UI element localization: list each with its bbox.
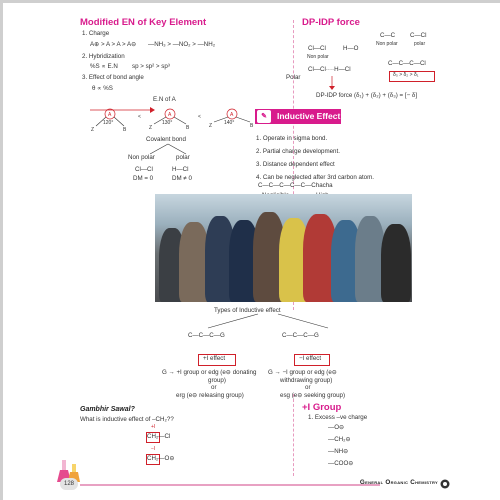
charge-groups: —NH₃ > —NO₂ > —NH₂ — [148, 41, 216, 48]
dm-nonzero: DM ≠ 0 — [172, 175, 192, 182]
ch2-o: CH₂—O⊖ — [147, 455, 175, 462]
bond-angle-relation: θ ∝ %S — [92, 85, 113, 92]
cl-cl-bond: Cl—Cl — [135, 166, 153, 173]
en-of-a-label: E.N of A — [153, 96, 176, 103]
gambhir-sawal-heading: Gambhir Sawal? — [80, 406, 135, 413]
inductive-point-4: 4. Can be neglected after 3rd carbon atom. — [256, 174, 374, 181]
dp-cl-cl: Cl—Cl — [308, 45, 326, 52]
svg-text:A: A — [108, 112, 112, 118]
dm-zero: DM = 0 — [133, 175, 154, 182]
types-branch-arrows — [188, 312, 348, 332]
c-cl-bond: C—Cl — [410, 32, 427, 39]
dp-idp-heading: DP-IDP force — [302, 17, 360, 28]
chacha-chain: C—C—C—C—C—Chacha — [258, 182, 333, 189]
minus-i-desc-2: withdrawing group) — [280, 377, 333, 384]
plus-i-label: +I effect — [203, 355, 226, 362]
minus-i-desc-3: esg (e⊖ seeking group) — [280, 392, 346, 399]
minus-i-label: −I effect — [299, 355, 322, 362]
nonpolar-label: Non polar — [128, 154, 155, 161]
inductive-point-3: 3. Distance dependent effect — [256, 161, 335, 168]
c-c-nonpolar: Non polar — [376, 41, 398, 47]
book-icon: ✎ — [257, 110, 271, 123]
gambhir-question: What is inductive effect of –CH₂?? — [80, 416, 174, 423]
inductive-effect-badge — [255, 109, 341, 124]
dp-idp-force-label: DP-IDP force — [316, 92, 353, 99]
item-hybridization: 2. Hybridization — [82, 53, 125, 60]
item-bond-angle: 3. Effect of bond angle — [82, 74, 144, 81]
group-ch2: —CH₂⊖ — [328, 436, 351, 443]
inductive-effect-title: Inductive Effect — [277, 111, 341, 121]
plus-i-desc-1: G → +I group or edg (e⊖ donating — [162, 369, 257, 376]
angle-130: 130° — [162, 120, 173, 126]
dp-nonpolar: Non polar — [307, 54, 329, 60]
plus-i-chain: C—C—C—G — [188, 332, 225, 339]
textbook-page — [58, 12, 452, 490]
plus-i-desc-2: group) — [208, 377, 226, 384]
plus-i-group-heading: +I Group — [302, 402, 342, 413]
svg-text:Z: Z — [149, 125, 153, 131]
angle-120: 120° — [103, 120, 114, 126]
svg-text:A: A — [168, 112, 172, 118]
svg-text:B: B — [250, 123, 254, 129]
group-coo: —COO⊖ — [328, 460, 354, 467]
minus-i-or: or — [305, 384, 311, 391]
svg-text:B: B — [123, 127, 127, 133]
inductive-point-1: 1. Operate in sigma bond. — [256, 135, 328, 142]
minus-i-desc-1: G → −I group or edg (e⊖ — [268, 369, 337, 376]
charge-order: A⊕ > A > A > A⊖ — [90, 41, 137, 48]
group-nh: —NH⊖ — [328, 448, 349, 455]
inductive-point-2: 2. Partial charge development. — [256, 148, 340, 155]
carbon-chain: C—C—C—Cl — [388, 60, 426, 67]
en-arrow-head — [150, 107, 155, 113]
hybrid-relation: %S ∝ E.N — [90, 63, 118, 70]
plus-i-mark: +I — [151, 424, 156, 430]
svg-text:<: < — [138, 114, 141, 120]
delta-relation: δ₃ > δ₂ > δ₁ — [393, 72, 419, 78]
minus-i-mark: −I — [151, 446, 156, 452]
delta-sum: (δ₁) + (δ₂) + (δ₃) = [− δ] — [354, 92, 418, 99]
modified-en-heading: Modified EN of Key Element — [80, 17, 207, 28]
svg-text:<: < — [198, 114, 201, 120]
plus-i-desc-3: erg (e⊖ releasing group) — [176, 392, 244, 399]
c-cl-polar: polar — [414, 41, 426, 47]
svg-text:B: B — [186, 125, 190, 131]
c-c-bond: C—C — [380, 32, 396, 39]
dp-h-o: H—O — [343, 45, 359, 52]
polar-label: polar — [176, 154, 190, 161]
logo-icon — [440, 479, 450, 489]
column-divider-lower — [293, 394, 294, 476]
footer-title: General Organic Chemistry — [359, 479, 438, 486]
page-number: 128 — [60, 478, 78, 490]
item-charge: 1. Charge — [82, 30, 110, 37]
ch2-cl: CH₂—Cl — [147, 433, 171, 440]
svg-text:Z: Z — [209, 123, 213, 129]
svg-text:A: A — [230, 112, 234, 118]
crowd-photo — [155, 194, 412, 302]
types-title: Types of Inductive effect — [214, 307, 281, 314]
h-cl-bond: H—Cl — [172, 166, 189, 173]
angle-140: 140° — [224, 120, 235, 126]
group-o: —O⊖ — [328, 424, 345, 431]
footer-rule — [80, 484, 380, 486]
minus-i-chain: C—C—C—G — [282, 332, 319, 339]
dp-polar-label: Polar — [286, 74, 301, 81]
svg-text:Z: Z — [91, 127, 95, 133]
dp-molecule-row: Cl—Cl····H—Cl — [308, 66, 351, 73]
plus-i-or: or — [211, 384, 217, 391]
covalent-bond-label: Covalent bond — [146, 136, 186, 143]
plus-i-group-point: 1. Excess –ve charge — [308, 414, 368, 421]
hybrid-order: sp > sp² > sp³ — [132, 63, 170, 70]
